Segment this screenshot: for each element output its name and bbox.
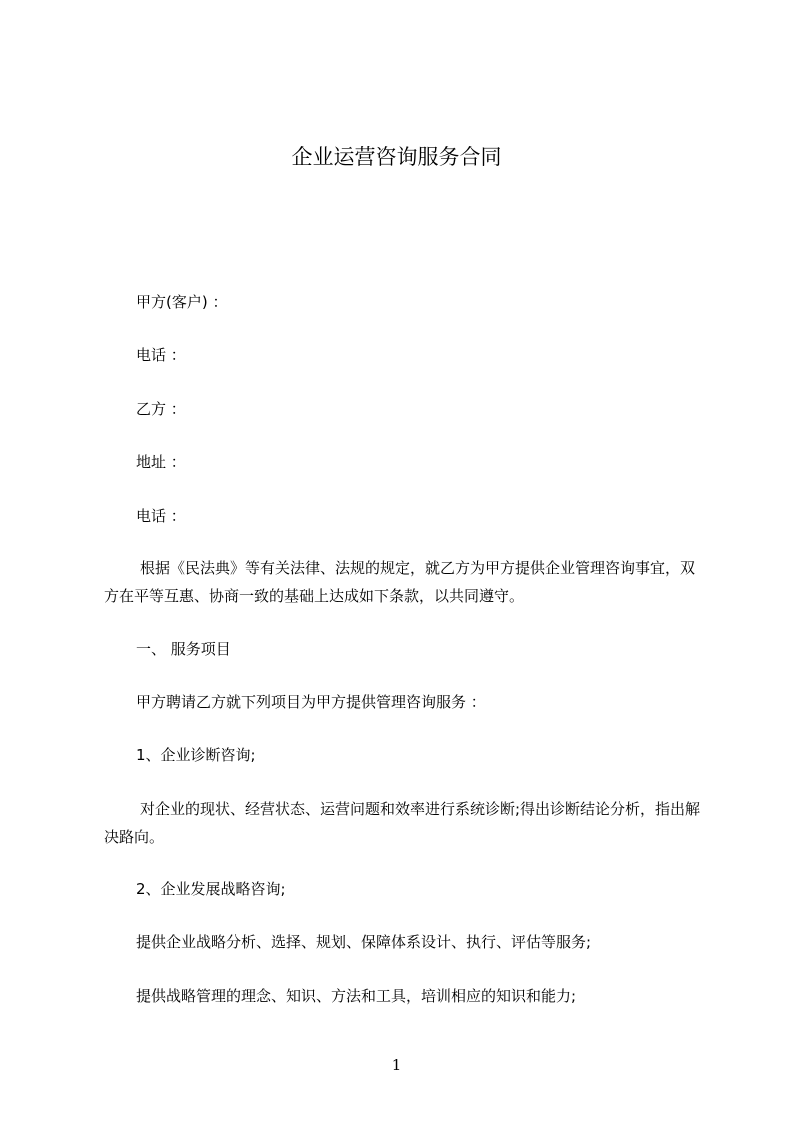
party-b-label: 乙方 ： [136,400,186,418]
section-1-heading: 一、 服务项目 [136,640,231,658]
party-a-label: 甲方(客户) ： [136,293,228,311]
phone-b-label: 电话 ： [136,507,186,525]
item-2-line-2: 提供战略管理的理念、知识、方法和工具，培训相应的知识和能力; [136,987,577,1005]
item-1-title: 1、企业诊断咨询; [136,746,256,764]
section-1-intro: 甲方聘请乙方就下列项目为甲方提供管理咨询服务 ： [136,693,486,711]
document-title: 企业运营咨询服务合同 [291,145,502,169]
phone-a-label: 电话 ： [136,346,186,364]
page-number: 1 [391,1056,402,1074]
preamble-paragraph: 根据《民法典》等有关法律、法规的规定，就乙方为甲方提供企业管理咨询事宜，双方在平等互惠、协商一致的基础上达成如下条款，以共同遵守。 [104,559,696,605]
address-label: 地址 ： [136,453,186,471]
item-1-body: 对企业的现状、经营状态、运营问题和效率进行系统诊断;得出诊断结论分析，指出解决路向。 [104,800,701,846]
item-2-title: 2、企业发展战略咨询; [136,880,286,898]
item-2-line-1: 提供企业战略分析、选择、规划、保障体系设计、执行、评估等服务; [136,933,592,951]
